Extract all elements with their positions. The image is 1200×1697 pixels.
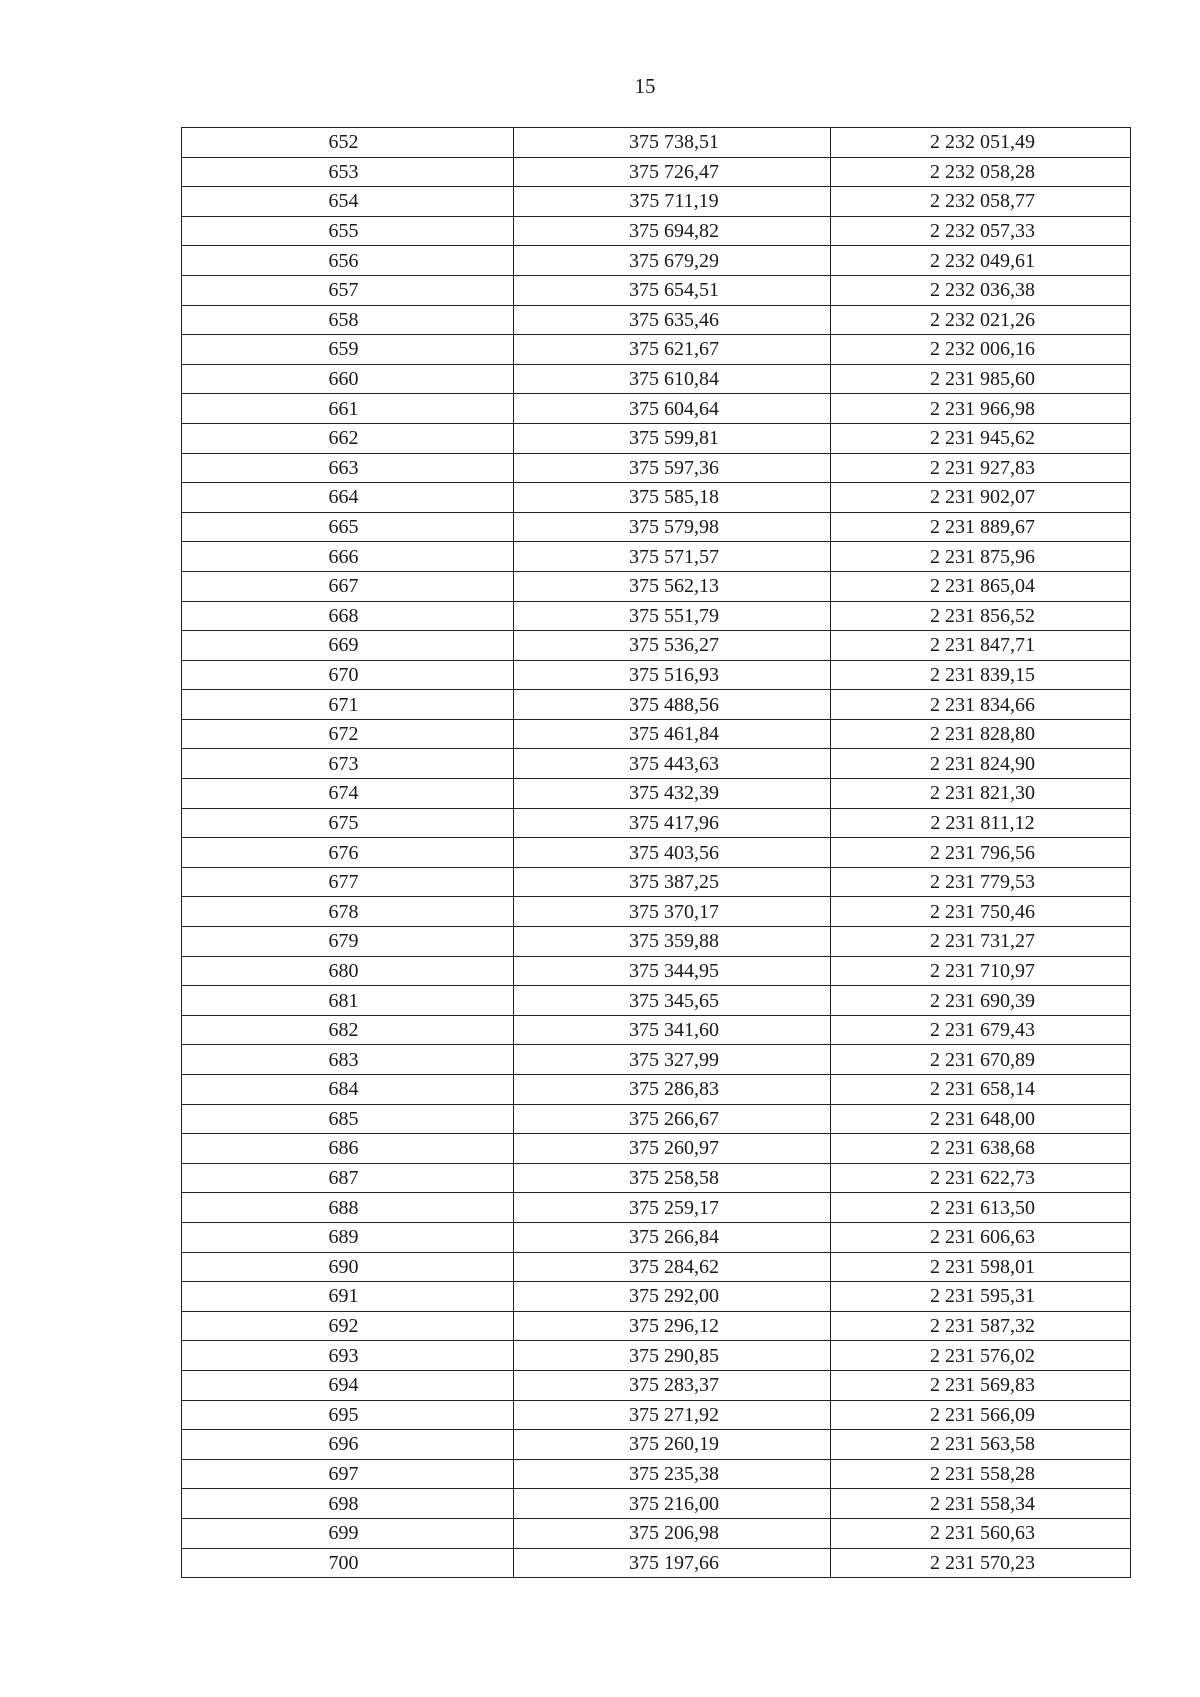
point-number-cell: 652 xyxy=(182,128,514,158)
point-number-cell: 665 xyxy=(182,512,514,542)
x-coordinate-cell: 375 260,97 xyxy=(514,1134,831,1164)
y-coordinate-cell: 2 231 902,07 xyxy=(831,483,1131,513)
x-coordinate-cell: 375 260,19 xyxy=(514,1430,831,1460)
table-row xyxy=(182,779,1131,809)
point-number-cell: 678 xyxy=(182,897,514,927)
page-number: 15 xyxy=(634,74,656,98)
point-number-cell: 680 xyxy=(182,956,514,986)
x-coordinate-cell: 375 341,60 xyxy=(514,1015,831,1045)
y-coordinate-cell: 2 231 731,27 xyxy=(831,927,1131,957)
y-coordinate-cell: 2 232 049,61 xyxy=(831,246,1131,276)
x-coordinate-cell: 375 296,12 xyxy=(514,1311,831,1341)
point-number-cell: 696 xyxy=(182,1430,514,1460)
y-coordinate-cell: 2 231 824,90 xyxy=(831,749,1131,779)
y-coordinate-cell: 2 231 595,31 xyxy=(831,1282,1131,1312)
table-row xyxy=(182,601,1131,631)
point-number-cell: 694 xyxy=(182,1370,514,1400)
y-coordinate-cell: 2 231 834,66 xyxy=(831,690,1131,720)
table-row xyxy=(182,1193,1131,1223)
point-number-cell: 681 xyxy=(182,986,514,1016)
point-number-cell: 693 xyxy=(182,1341,514,1371)
table-row xyxy=(182,394,1131,424)
x-coordinate-cell: 375 562,13 xyxy=(514,571,831,601)
point-number-cell: 674 xyxy=(182,779,514,809)
table-row xyxy=(182,1489,1131,1519)
y-coordinate-cell: 2 232 021,26 xyxy=(831,305,1131,335)
x-coordinate-cell: 375 579,98 xyxy=(514,512,831,542)
table-row xyxy=(182,187,1131,217)
x-coordinate-cell: 375 694,82 xyxy=(514,216,831,246)
x-coordinate-cell: 375 327,99 xyxy=(514,1045,831,1075)
y-coordinate-cell: 2 231 710,97 xyxy=(831,956,1131,986)
point-number-cell: 653 xyxy=(182,157,514,187)
point-number-cell: 690 xyxy=(182,1252,514,1282)
y-coordinate-cell: 2 231 570,23 xyxy=(831,1548,1131,1578)
table-row xyxy=(182,1548,1131,1578)
x-coordinate-cell: 375 551,79 xyxy=(514,601,831,631)
table-row xyxy=(182,216,1131,246)
table-row xyxy=(182,1341,1131,1371)
point-number-cell: 658 xyxy=(182,305,514,335)
point-number-cell: 700 xyxy=(182,1548,514,1578)
table-row xyxy=(182,956,1131,986)
point-number-cell: 699 xyxy=(182,1518,514,1548)
y-coordinate-cell: 2 232 006,16 xyxy=(831,335,1131,365)
table-row xyxy=(182,897,1131,927)
table-row xyxy=(182,571,1131,601)
y-coordinate-cell: 2 231 622,73 xyxy=(831,1163,1131,1193)
x-coordinate-cell: 375 654,51 xyxy=(514,275,831,305)
x-coordinate-cell: 375 604,64 xyxy=(514,394,831,424)
table-row xyxy=(182,275,1131,305)
y-coordinate-cell: 2 231 945,62 xyxy=(831,423,1131,453)
x-coordinate-cell: 375 345,65 xyxy=(514,986,831,1016)
y-coordinate-cell: 2 232 058,28 xyxy=(831,157,1131,187)
point-number-cell: 673 xyxy=(182,749,514,779)
table-row xyxy=(182,483,1131,513)
x-coordinate-cell: 375 370,17 xyxy=(514,897,831,927)
table-row xyxy=(182,335,1131,365)
x-coordinate-cell: 375 359,88 xyxy=(514,927,831,957)
table-row xyxy=(182,867,1131,897)
x-coordinate-cell: 375 197,66 xyxy=(514,1548,831,1578)
y-coordinate-cell: 2 231 779,53 xyxy=(831,867,1131,897)
x-coordinate-cell: 375 235,38 xyxy=(514,1459,831,1489)
table-row xyxy=(182,986,1131,1016)
y-coordinate-cell: 2 231 679,43 xyxy=(831,1015,1131,1045)
point-number-cell: 671 xyxy=(182,690,514,720)
y-coordinate-cell: 2 231 670,89 xyxy=(831,1045,1131,1075)
y-coordinate-cell: 2 231 648,00 xyxy=(831,1104,1131,1134)
y-coordinate-cell: 2 232 036,38 xyxy=(831,275,1131,305)
table-row xyxy=(182,1518,1131,1548)
x-coordinate-cell: 375 387,25 xyxy=(514,867,831,897)
table-row xyxy=(182,1400,1131,1430)
y-coordinate-cell: 2 231 966,98 xyxy=(831,394,1131,424)
y-coordinate-cell: 2 231 847,71 xyxy=(831,631,1131,661)
x-coordinate-cell: 375 283,37 xyxy=(514,1370,831,1400)
point-number-cell: 657 xyxy=(182,275,514,305)
y-coordinate-cell: 2 231 690,39 xyxy=(831,986,1131,1016)
x-coordinate-cell: 375 206,98 xyxy=(514,1518,831,1548)
y-coordinate-cell: 2 232 057,33 xyxy=(831,216,1131,246)
y-coordinate-cell: 2 231 638,68 xyxy=(831,1134,1131,1164)
y-coordinate-cell: 2 231 927,83 xyxy=(831,453,1131,483)
table-row xyxy=(182,1222,1131,1252)
x-coordinate-cell: 375 461,84 xyxy=(514,719,831,749)
point-number-cell: 697 xyxy=(182,1459,514,1489)
y-coordinate-cell: 2 231 566,09 xyxy=(831,1400,1131,1430)
y-coordinate-cell: 2 231 598,01 xyxy=(831,1252,1131,1282)
point-number-cell: 655 xyxy=(182,216,514,246)
x-coordinate-cell: 375 259,17 xyxy=(514,1193,831,1223)
y-coordinate-cell: 2 231 875,96 xyxy=(831,542,1131,572)
table-row xyxy=(182,808,1131,838)
table-row xyxy=(182,1370,1131,1400)
y-coordinate-cell: 2 231 560,63 xyxy=(831,1518,1131,1548)
table-row xyxy=(182,364,1131,394)
point-number-cell: 668 xyxy=(182,601,514,631)
x-coordinate-cell: 375 738,51 xyxy=(514,128,831,158)
y-coordinate-cell: 2 231 558,28 xyxy=(831,1459,1131,1489)
y-coordinate-cell: 2 231 569,83 xyxy=(831,1370,1131,1400)
x-coordinate-cell: 375 516,93 xyxy=(514,660,831,690)
x-coordinate-cell: 375 726,47 xyxy=(514,157,831,187)
x-coordinate-cell: 375 443,63 xyxy=(514,749,831,779)
coordinates-table-body xyxy=(182,128,1131,1578)
point-number-cell: 689 xyxy=(182,1222,514,1252)
point-number-cell: 691 xyxy=(182,1282,514,1312)
point-number-cell: 670 xyxy=(182,660,514,690)
point-number-cell: 660 xyxy=(182,364,514,394)
x-coordinate-cell: 375 284,62 xyxy=(514,1252,831,1282)
point-number-cell: 669 xyxy=(182,631,514,661)
table-row xyxy=(182,542,1131,572)
x-coordinate-cell: 375 679,29 xyxy=(514,246,831,276)
x-coordinate-cell: 375 417,96 xyxy=(514,808,831,838)
table-row xyxy=(182,1459,1131,1489)
table-row xyxy=(182,1430,1131,1460)
x-coordinate-cell: 375 585,18 xyxy=(514,483,831,513)
table-row xyxy=(182,1045,1131,1075)
y-coordinate-cell: 2 231 658,14 xyxy=(831,1075,1131,1105)
y-coordinate-cell: 2 231 828,80 xyxy=(831,719,1131,749)
point-number-cell: 686 xyxy=(182,1134,514,1164)
x-coordinate-cell: 375 432,39 xyxy=(514,779,831,809)
point-number-cell: 654 xyxy=(182,187,514,217)
x-coordinate-cell: 375 403,56 xyxy=(514,838,831,868)
x-coordinate-cell: 375 290,85 xyxy=(514,1341,831,1371)
point-number-cell: 661 xyxy=(182,394,514,424)
x-coordinate-cell: 375 292,00 xyxy=(514,1282,831,1312)
point-number-cell: 676 xyxy=(182,838,514,868)
point-number-cell: 677 xyxy=(182,867,514,897)
y-coordinate-cell: 2 231 587,32 xyxy=(831,1311,1131,1341)
point-number-cell: 664 xyxy=(182,483,514,513)
table-row xyxy=(182,749,1131,779)
y-coordinate-cell: 2 231 750,46 xyxy=(831,897,1131,927)
x-coordinate-cell: 375 597,36 xyxy=(514,453,831,483)
y-coordinate-cell: 2 231 606,63 xyxy=(831,1222,1131,1252)
x-coordinate-cell: 375 344,95 xyxy=(514,956,831,986)
point-number-cell: 695 xyxy=(182,1400,514,1430)
point-number-cell: 659 xyxy=(182,335,514,365)
point-number-cell: 656 xyxy=(182,246,514,276)
y-coordinate-cell: 2 232 051,49 xyxy=(831,128,1131,158)
table-row xyxy=(182,631,1131,661)
table-row xyxy=(182,423,1131,453)
table-row xyxy=(182,1311,1131,1341)
point-number-cell: 692 xyxy=(182,1311,514,1341)
point-number-cell: 662 xyxy=(182,423,514,453)
table-row xyxy=(182,1252,1131,1282)
table-row xyxy=(182,838,1131,868)
x-coordinate-cell: 375 271,92 xyxy=(514,1400,831,1430)
y-coordinate-cell: 2 231 985,60 xyxy=(831,364,1131,394)
point-number-cell: 675 xyxy=(182,808,514,838)
y-coordinate-cell: 2 231 865,04 xyxy=(831,571,1131,601)
table-row xyxy=(182,1163,1131,1193)
point-number-cell: 698 xyxy=(182,1489,514,1519)
coordinates-table xyxy=(181,127,1131,1578)
table-row xyxy=(182,157,1131,187)
table-row xyxy=(182,1282,1131,1312)
x-coordinate-cell: 375 266,84 xyxy=(514,1222,831,1252)
table-row xyxy=(182,927,1131,957)
x-coordinate-cell: 375 610,84 xyxy=(514,364,831,394)
table-row xyxy=(182,128,1131,158)
y-coordinate-cell: 2 231 889,67 xyxy=(831,512,1131,542)
point-number-cell: 687 xyxy=(182,1163,514,1193)
x-coordinate-cell: 375 571,57 xyxy=(514,542,831,572)
table-row xyxy=(182,690,1131,720)
x-coordinate-cell: 375 286,83 xyxy=(514,1075,831,1105)
point-number-cell: 684 xyxy=(182,1075,514,1105)
point-number-cell: 685 xyxy=(182,1104,514,1134)
point-number-cell: 667 xyxy=(182,571,514,601)
table-row xyxy=(182,246,1131,276)
y-coordinate-cell: 2 231 576,02 xyxy=(831,1341,1131,1371)
x-coordinate-cell: 375 599,81 xyxy=(514,423,831,453)
point-number-cell: 663 xyxy=(182,453,514,483)
y-coordinate-cell: 2 231 558,34 xyxy=(831,1489,1131,1519)
table-row xyxy=(182,1134,1131,1164)
table-row xyxy=(182,1015,1131,1045)
y-coordinate-cell: 2 231 613,50 xyxy=(831,1193,1131,1223)
x-coordinate-cell: 375 258,58 xyxy=(514,1163,831,1193)
x-coordinate-cell: 375 621,67 xyxy=(514,335,831,365)
point-number-cell: 688 xyxy=(182,1193,514,1223)
x-coordinate-cell: 375 635,46 xyxy=(514,305,831,335)
point-number-cell: 672 xyxy=(182,719,514,749)
y-coordinate-cell: 2 231 839,15 xyxy=(831,660,1131,690)
y-coordinate-cell: 2 231 796,56 xyxy=(831,838,1131,868)
table-row xyxy=(182,1104,1131,1134)
y-coordinate-cell: 2 231 856,52 xyxy=(831,601,1131,631)
table-row xyxy=(182,719,1131,749)
table-row xyxy=(182,512,1131,542)
table-row xyxy=(182,305,1131,335)
y-coordinate-cell: 2 232 058,77 xyxy=(831,187,1131,217)
table-row xyxy=(182,453,1131,483)
point-number-cell: 679 xyxy=(182,927,514,957)
table-row xyxy=(182,1075,1131,1105)
point-number-cell: 683 xyxy=(182,1045,514,1075)
x-coordinate-cell: 375 536,27 xyxy=(514,631,831,661)
x-coordinate-cell: 375 216,00 xyxy=(514,1489,831,1519)
y-coordinate-cell: 2 231 811,12 xyxy=(831,808,1131,838)
point-number-cell: 666 xyxy=(182,542,514,572)
x-coordinate-cell: 375 488,56 xyxy=(514,690,831,720)
table-row xyxy=(182,660,1131,690)
y-coordinate-cell: 2 231 821,30 xyxy=(831,779,1131,809)
x-coordinate-cell: 375 711,19 xyxy=(514,187,831,217)
point-number-cell: 682 xyxy=(182,1015,514,1045)
y-coordinate-cell: 2 231 563,58 xyxy=(831,1430,1131,1460)
x-coordinate-cell: 375 266,67 xyxy=(514,1104,831,1134)
